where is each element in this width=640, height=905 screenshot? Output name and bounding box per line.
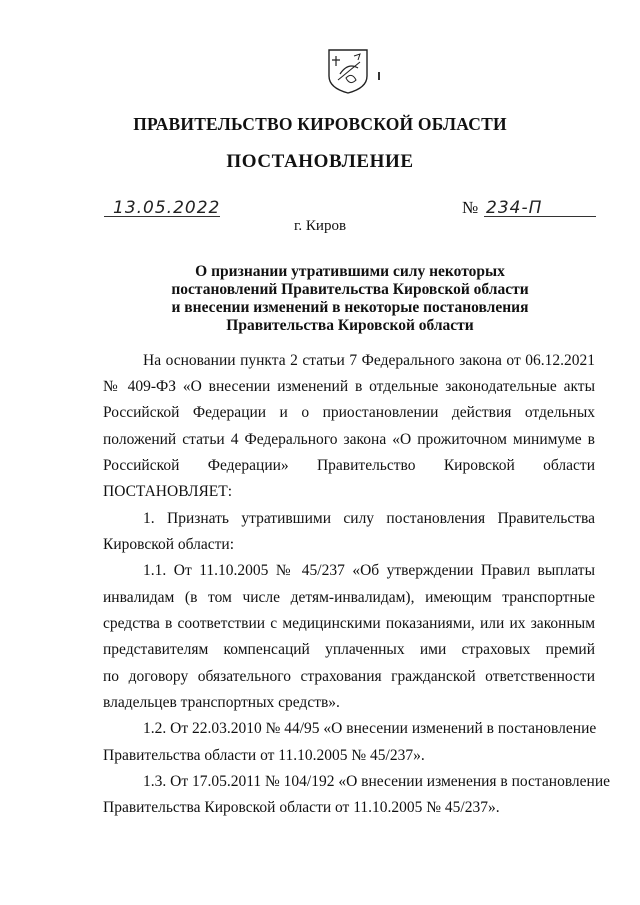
body-line: представителям компенсаций уплаченных ими страховых премий	[103, 641, 595, 658]
body-line: средства в соответствии с медицинскими показаниями, или их законным	[103, 615, 595, 632]
body-line: Правительства Кировской области от 11.10.2005 № 45/237».	[103, 799, 500, 816]
title-line: постановлений Правительства Кировской области	[171, 281, 529, 298]
body-line: Кировской области:	[103, 536, 235, 553]
body-line: 1.2. От 22.03.2010 № 44/95 «О внесении изменений в постановление	[143, 720, 597, 737]
body-line: положений статьи 4 Федерального закона «О прожиточном минимуме в	[103, 431, 595, 448]
number-sign: №	[462, 198, 479, 217]
body-line: владельцев транспортных средств».	[103, 694, 340, 711]
kirov-coat-of-arms-icon	[326, 48, 370, 94]
body-line: На основании пункта 2 статьи 7 Федерального закона от 06.12.2021	[143, 352, 595, 369]
title-line: Правительства Кировской области	[226, 317, 474, 334]
body-line: № 409-ФЗ «О внесении изменений в отдельные законодательные акты	[103, 378, 595, 395]
body-line: по договору обязательного страхования гражданской ответственности	[103, 668, 595, 685]
number-underline	[484, 216, 596, 217]
document-number	[462, 198, 596, 220]
document-date: 13.05.2022	[113, 198, 221, 218]
body-line: Российской Федерации» Правительство Кировской области	[103, 457, 595, 474]
organization-name: ПРАВИТЕЛЬСТВО КИРОВСКОЙ ОБЛАСТИ	[133, 114, 507, 134]
body-line: 1. Признать утратившими силу постановления Правительства	[143, 510, 595, 527]
title-line: и внесении изменений в некоторые постановления	[171, 299, 529, 316]
body-line: Правительства области от 11.10.2005 № 45/237».	[103, 747, 425, 764]
body-line: ПОСТАНОВЛЯЕТ:	[103, 483, 233, 500]
body-line: инвалидам (в том числе детям-инвалидам), имеющим транспортные	[103, 589, 595, 606]
city: г. Киров	[293, 218, 347, 234]
document-type: ПОСТАНОВЛЕНИЕ	[226, 151, 414, 172]
title-line: О признании утратившими силу некоторых	[195, 263, 505, 280]
emblem-mark	[378, 72, 380, 80]
body-line: 1.3. От 17.05.2011 № 104/192 «О внесении изменения в постановление	[143, 773, 611, 790]
document-title	[130, 263, 570, 335]
body-line: 1.1. От 11.10.2005 № 45/237 «Об утверждении Правил выплаты	[143, 562, 595, 579]
date-underline	[104, 216, 220, 217]
body-line: Российской Федерации и о приостановлении действия отдельных	[103, 404, 595, 421]
number-value: 234-П	[486, 198, 543, 218]
